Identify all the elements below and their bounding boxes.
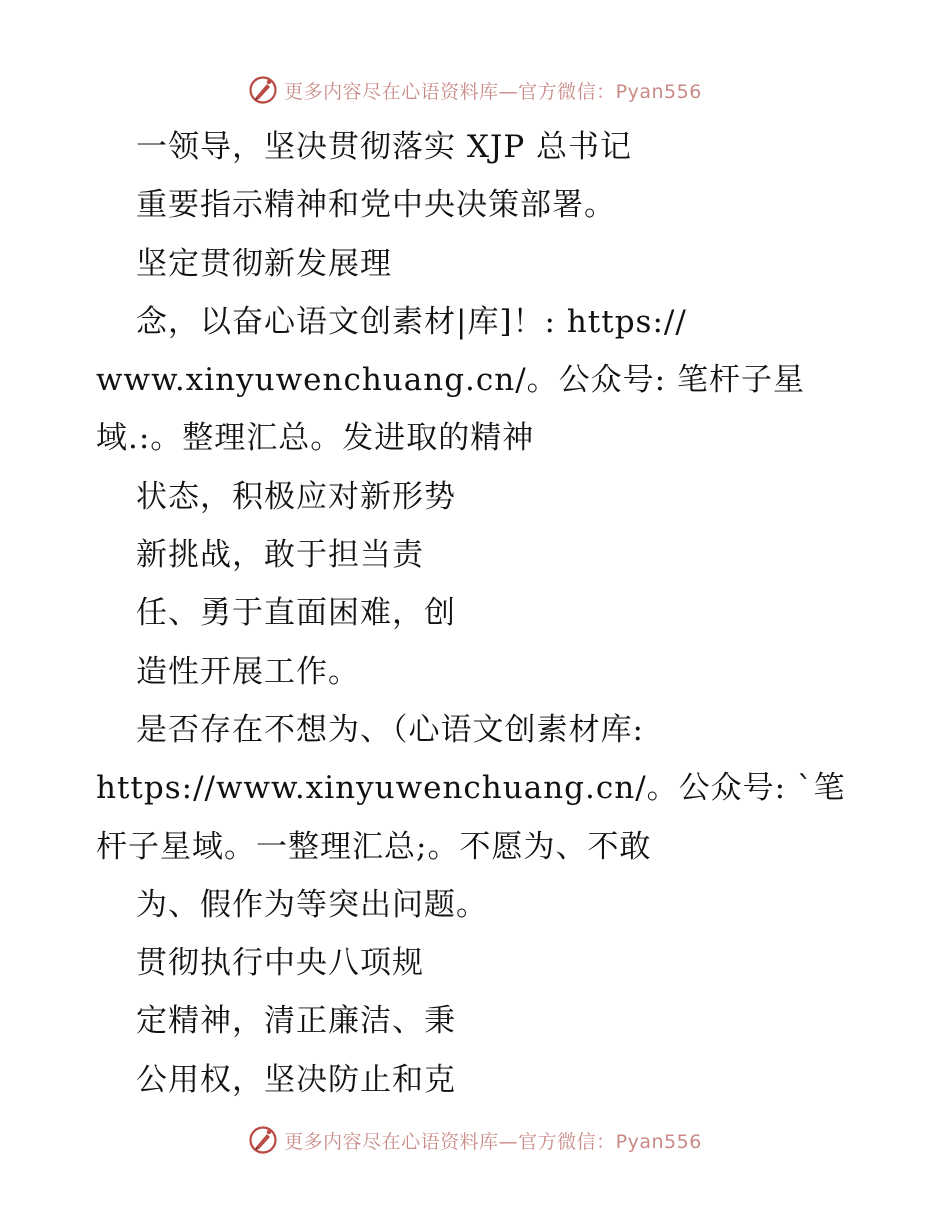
text-line: 新挑战，敢于担当责 bbox=[136, 537, 424, 574]
text-line: 坚定贯彻新发展理 bbox=[136, 245, 392, 282]
text-line: 状态，积极应对新形势 bbox=[136, 478, 456, 515]
header-banner bbox=[0, 70, 950, 110]
document-body bbox=[96, 118, 856, 1109]
text-line: 重要指示精神和党中央决策部署。 bbox=[136, 187, 616, 224]
text-line: 杆子星域。一整理汇总;。不愿为、不敢 bbox=[96, 828, 652, 865]
footer-banner-text: 更多内容尽在心语资料库—官方微信：Pyan556 bbox=[284, 1130, 702, 1153]
text-line: 一领导，坚决贯彻落实 XJP 总书记 bbox=[136, 129, 633, 165]
footer-banner bbox=[0, 1120, 950, 1160]
pen-logo-icon bbox=[248, 1125, 278, 1155]
pen-logo-icon bbox=[248, 75, 278, 105]
text-line: 念，以奋心语文创素材|库]！: https:// bbox=[136, 303, 687, 340]
text-line: 域.:。整理汇总。发进取的精神 bbox=[96, 420, 535, 457]
text-line: www.xinyuwenchuang.cn/。公众号: 笔杆子星 bbox=[96, 362, 805, 399]
text-line: 为、假作为等突出问题。 bbox=[136, 886, 488, 923]
text-line: 是否存在不想为、（心语文创素材库: bbox=[136, 711, 644, 748]
header-banner-text: 更多内容尽在心语资料库—官方微信：Pyan556 bbox=[284, 80, 702, 103]
text-line: 贯彻执行中央八项规 bbox=[136, 945, 424, 982]
text-line: https://www.xinyuwenchuang.cn/。公众号: `笔 bbox=[96, 770, 846, 807]
text-line: 定精神，清正廉洁、秉 bbox=[136, 1003, 456, 1040]
text-line: 造性开展工作。 bbox=[136, 653, 360, 690]
text-line: 任、勇于直面困难，创 bbox=[136, 595, 456, 632]
text-line: 公用权，坚决防止和克 bbox=[136, 1061, 456, 1098]
